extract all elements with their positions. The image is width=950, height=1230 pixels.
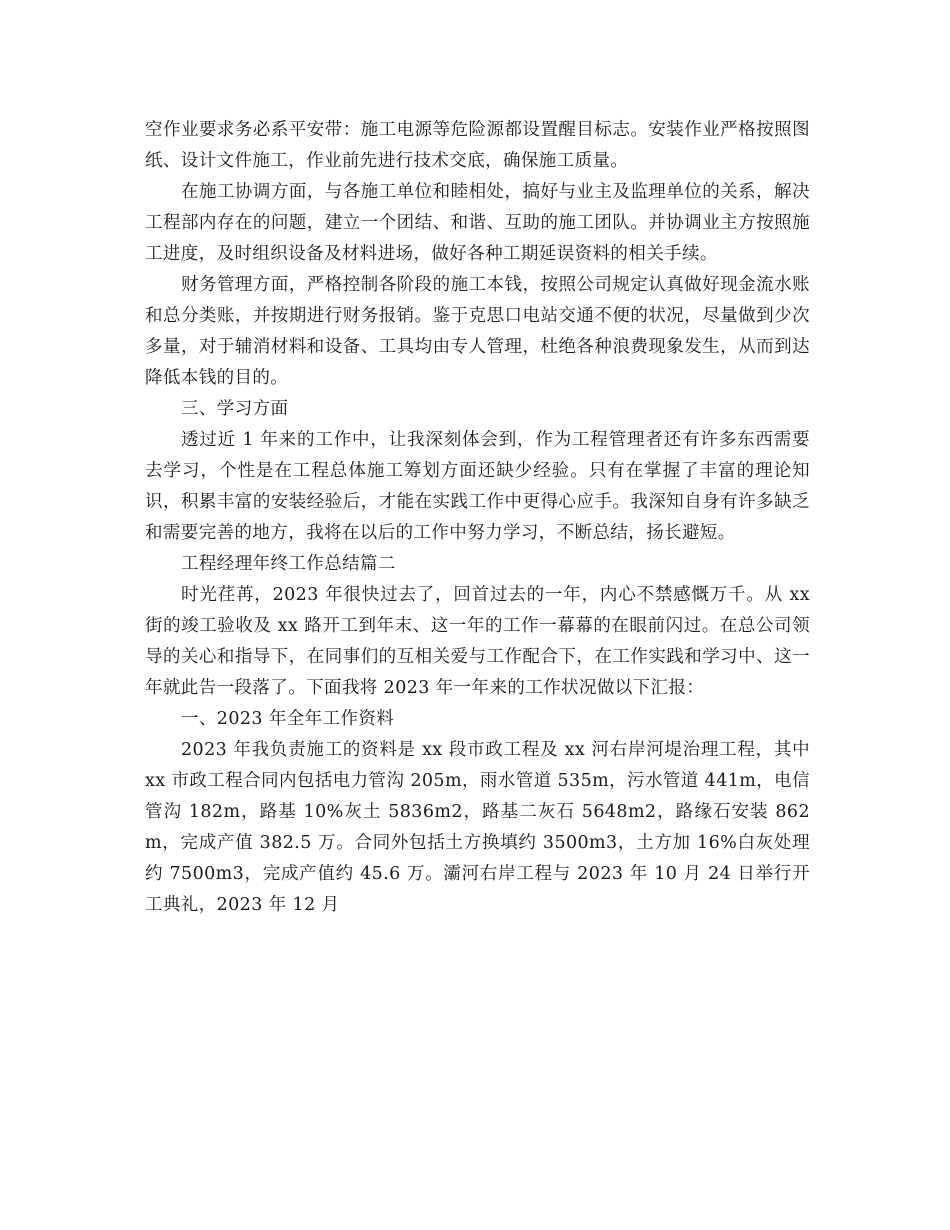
document-body <box>145 115 810 921</box>
paragraph-annual-work: 2023 年我负责施工的资料是 xx 段市政工程及 xx 河右岸河堤治理工程，其中 xx 市政工程合同内包括电力管沟 205m，雨水管道 535m，污水管道 441m，电信管沟 182m，路基 10%灰土 5836m2，路基二灰石 5648m2，路缘石安装 862m，完成产值 382.5 万。合同外包括土方换填约 3500m3，土方加 16%白灰处理约 7500m3，完成产值约 45.6 万。灞河右岸工程与 2023 年 10 月 24 日举行开工典礼，2023 年 12 月 <box>145 740 810 915</box>
paragraph-intro: 时光荏苒，2023 年很快过去了，回首过去的一年，内心不禁感慨万千。从 xx 街的竣工验收及 xx 路开工到年末、这一年的工作一幕幕的在眼前闪过。在总公司领导的关心和指导下，在同事们的互相关爱与工作配合下，在工作实践和学习中、这一年就此告一段落了。下面我将 2023 年一年来的工作状况做以下汇报： <box>145 585 810 698</box>
paragraph-learning: 透过近 1 年来的工作中，让我深刻体会到，作为工程管理者还有许多东西需要去学习，个性是在工程总体施工筹划方面还缺少经验。只有在掌握了丰富的理论知识，积累丰富的安装经验后，才能在实践工作中更得心应手。我深知自身有许多缺乏和需要完善的地方，我将在以后的工作中努力学习，不断总结，扬长避短。 <box>145 430 810 543</box>
section-heading-annual-work: 一、2023 年全年工作资料 <box>181 709 395 729</box>
section-heading-learning: 三、学习方面 <box>181 399 289 419</box>
paragraph-finance: 财务管理方面，严格控制各阶段的施工本钱，按照公司规定认真做好现金流水账和总分类账，并按期进行财务报销。鉴于克思口电站交通不便的状况，尽量做到少次多量，对于辅消材料和设备、工具均由专人管理，杜绝各种浪费现象发生，从而到达降低本钱的目的。 <box>145 275 810 388</box>
paragraph-coordination: 在施工协调方面，与各施工单位和睦相处，搞好与业主及监理单位的关系，解决工程部内存在的问题，建立一个团结、和谐、互助的施工团队。并协调业主方按照施工进度，及时组织设备及材料进场，做好各种工期延误资料的相关手续。 <box>145 182 810 264</box>
paragraph-safety: 空作业要求务必系平安带：施工电源等危险源都设置醒目标志。安装作业严格按照图纸、设计文件施工，作业前先进行技术交底，确保施工质量。 <box>145 120 810 171</box>
article-title-part-two: 工程经理年终工作总结篇二 <box>181 554 396 574</box>
